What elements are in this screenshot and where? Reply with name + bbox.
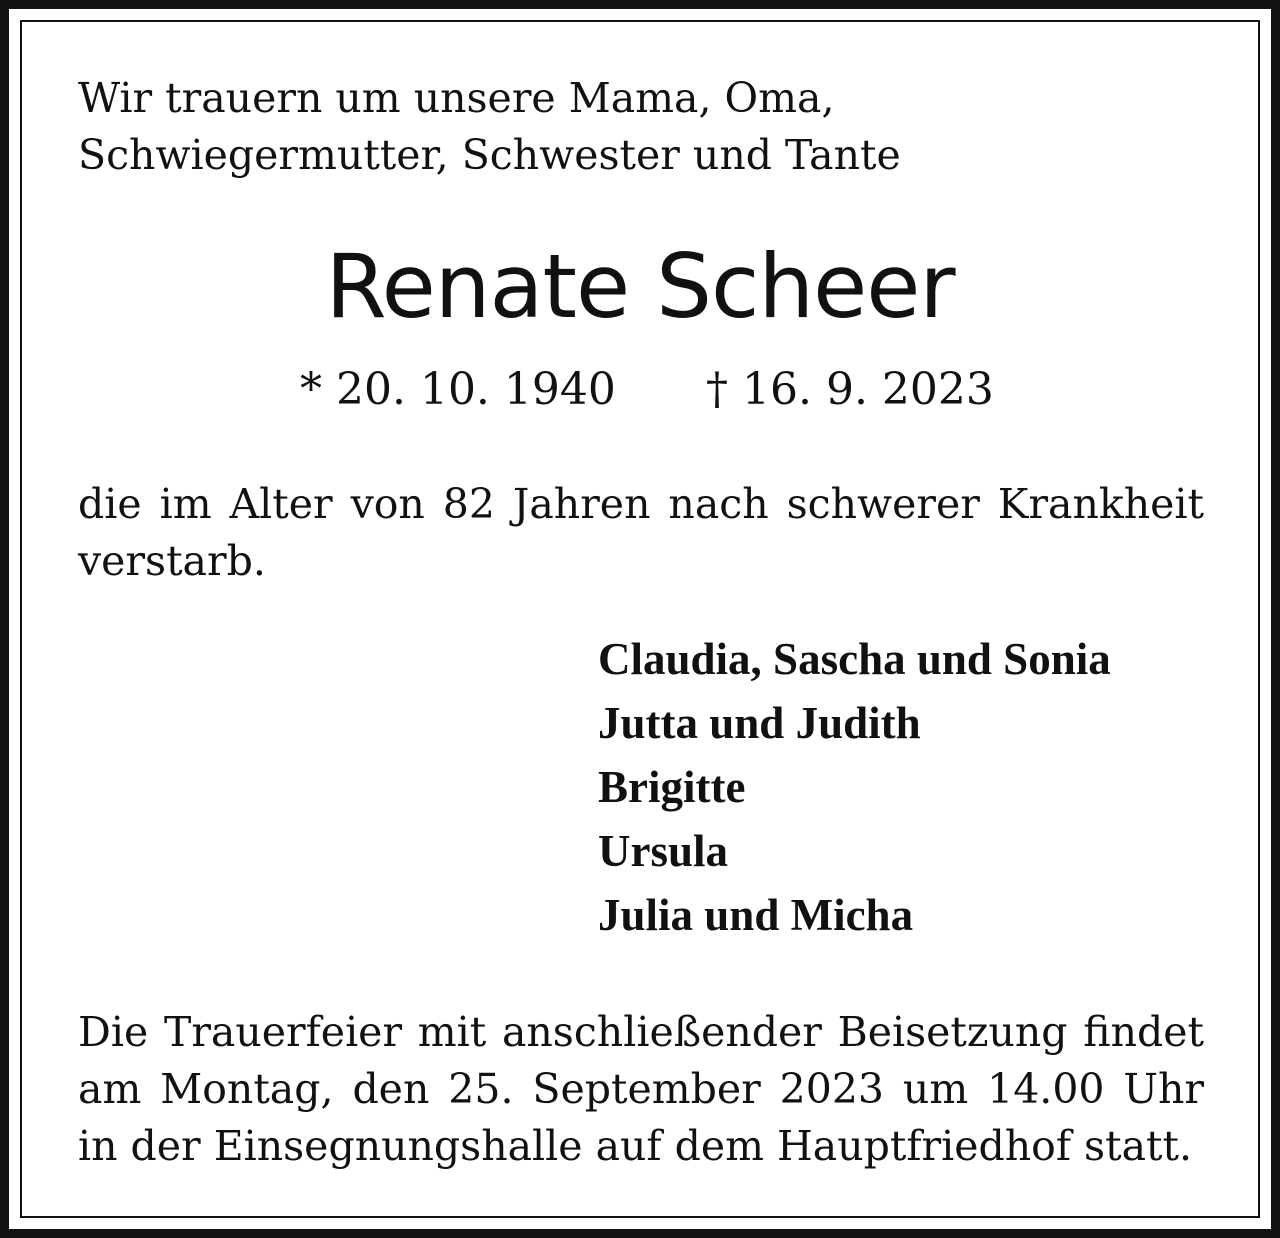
mourner-name: Jutta und Judith (598, 698, 921, 748)
mourner-name: Julia und Micha (598, 890, 914, 940)
funeral-text: Die Trauerfeier mit anschließender Beisetzung findet am Montag, den 25. September 2023 um 14.00 Uhr in der Einsegnungshalle auf dem Hauptfriedhof statt. (78, 1008, 1204, 1170)
age-text: die im Alter von 82 Jahren nach schwerer Krankheit verstarb. (78, 480, 1204, 585)
death-date: † 16. 9. 2023 (706, 364, 994, 415)
mourners-list (598, 627, 1111, 947)
birth-date: * 20. 10. 1940 (300, 364, 616, 415)
mourner-name: Ursula (598, 826, 729, 876)
mourner-name: Brigitte (598, 762, 746, 812)
deceased-name: Renate Scheer (325, 235, 955, 338)
mourner-name: Claudia, Sascha und Sonia (598, 634, 1111, 684)
intro-text: Wir trauern um unsere Mama, Oma, Schwiegermutter, Schwester und Tante (78, 74, 901, 179)
